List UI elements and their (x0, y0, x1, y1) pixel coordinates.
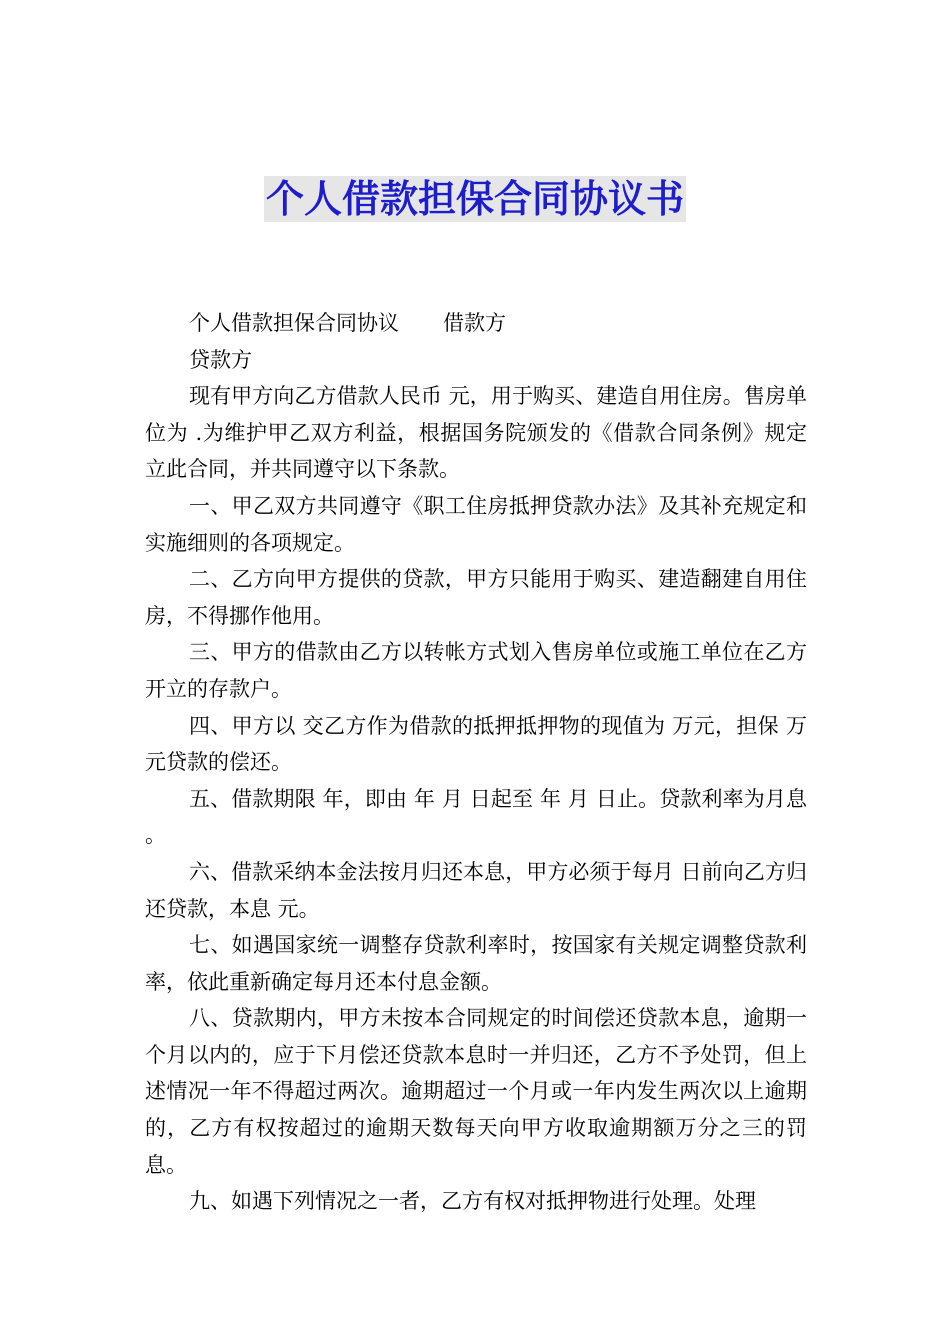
lender-label: 贷款方 (189, 347, 252, 372)
agreement-name: 个人借款担保合同协议 (189, 311, 399, 335)
title-wrapper (0, 176, 950, 222)
document-body (145, 305, 807, 1220)
paragraph-clause-6: 六、借款采纳本金法按月归还本息，甲方必须于每月 日前向乙方归还贷款，本息 元。 (145, 859, 807, 921)
paragraph-clause-2: 二、乙方向甲方提供的贷款，甲方只能用于购买、建造翻建自用住房，不得挪作他用。 (145, 567, 807, 628)
paragraph-clause-3: 三、甲方的借款由乙方以转帐方式划入售房单位或施工单位在乙方开立的存款户。 (145, 640, 807, 701)
paragraph-clause-4: 四、甲方以 交乙方作为借款的抵押抵押物的现值为 万元，担保 万元贷款的偿还。 (145, 713, 807, 775)
paragraph-clause-1: 一、甲乙双方共同遵守《职工住房抵押贷款办法》及其补充规定和实施细则的各项规定。 (145, 493, 807, 555)
paragraph-clause-7: 七、如遇国家统一调整存贷款利率时，按国家有关规定调整贷款利率，依此重新确定每月还本付息金额。 (145, 933, 807, 994)
document-title: 个人借款担保合同协议书 (265, 177, 684, 221)
paragraph-clause-5: 五、借款期限 年，即由 年 月 日起至 年 月 日止。贷款利率为月息 。 (145, 786, 807, 848)
borrower-label: 借款方 (443, 311, 506, 335)
lender-line (145, 342, 807, 379)
paragraph-clause-8: 八、贷款期内，甲方未按本合同规定的时间偿还贷款本息，逾期一个月以内的，应于下月偿还贷款本息时一并归还，乙方不予处罚，但上述情况一年不得超过两次。逾期超过一个月或一年内发生两次以上逾期的，乙方有权按超过的逾期天数每天向甲方收取逾期额万分之三的罚息。 (145, 1006, 807, 1177)
paragraph-intro: 现有甲方向乙方借款人民币 元，用于购买、建造自用住房。售房单位为 .为维护甲乙双方利益，根据国务院颁发的《借款合同条例》规定立此合同，并共同遵守以下条款。 (145, 384, 807, 482)
header-line (145, 305, 807, 342)
paragraph-clause-9: 九、如遇下列情况之一者，乙方有权对抵押物进行处理。处理 (189, 1189, 756, 1214)
